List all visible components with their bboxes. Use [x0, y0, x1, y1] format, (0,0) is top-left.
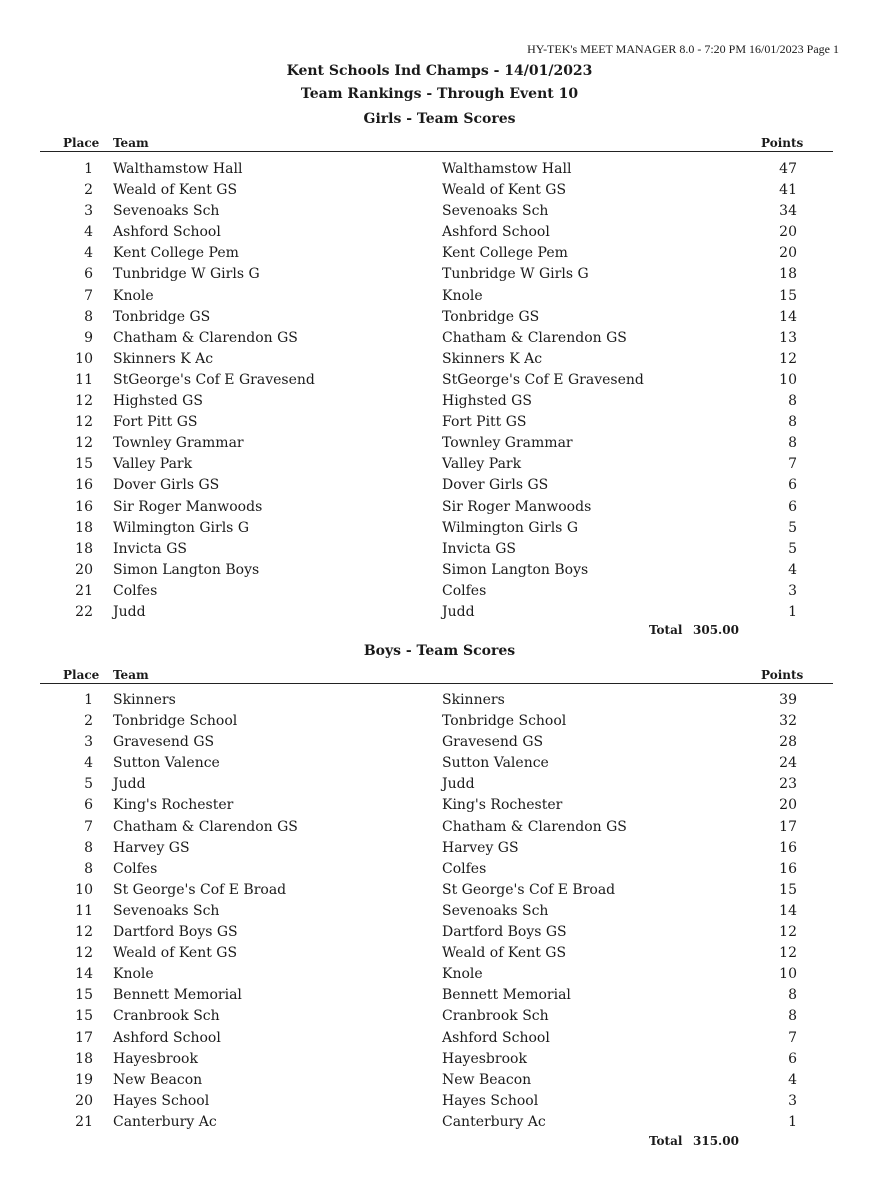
place-cell: 9 — [84, 329, 93, 346]
team-name-cell: Simon Langton Boys — [442, 561, 589, 578]
table-row — [0, 286, 879, 307]
place-cell: 15 — [75, 456, 93, 473]
table-row — [0, 454, 879, 475]
place-cell: 4 — [84, 245, 93, 262]
team-name-cell: Skinners K Ac — [442, 350, 543, 367]
team-cell: Skinners K Ac — [113, 350, 214, 367]
table-row — [0, 1028, 879, 1049]
points-cell: 20 — [779, 797, 797, 814]
place-cell: 10 — [75, 350, 93, 367]
table-row — [0, 518, 879, 539]
header-rule — [40, 683, 833, 684]
place-cell: 8 — [84, 839, 93, 856]
place-cell: 8 — [84, 860, 93, 877]
place-cell: 3 — [84, 203, 93, 220]
points-cell: 8 — [788, 393, 797, 410]
points-cell: 18 — [779, 266, 797, 283]
place-cell: 7 — [84, 818, 93, 835]
table-row — [0, 560, 879, 581]
girls-table — [0, 159, 879, 623]
place-cell: 12 — [75, 414, 93, 431]
boys-total-value: 315.00 — [693, 1134, 739, 1148]
place-cell: 20 — [75, 561, 93, 578]
table-row — [0, 795, 879, 816]
table-row — [0, 349, 879, 370]
table-row — [0, 497, 879, 518]
table-row — [0, 859, 879, 880]
points-cell: 47 — [779, 161, 797, 177]
table-row — [0, 1049, 879, 1070]
table-row — [0, 391, 879, 412]
team-name-cell: Canterbury Ac — [442, 1113, 546, 1130]
table-row — [0, 922, 879, 943]
team-name-cell: Tunbridge W Girls G — [442, 266, 589, 283]
points-header: Points — [761, 668, 804, 682]
place-cell: 4 — [84, 755, 93, 772]
team-name-cell: Dartford Boys GS — [442, 924, 567, 941]
table-row — [0, 732, 879, 753]
table-row — [0, 370, 879, 391]
points-cell: 14 — [779, 902, 797, 919]
team-name-cell: King's Rochester — [442, 797, 563, 814]
place-cell: 11 — [75, 371, 93, 388]
team-name-cell: Knole — [442, 287, 483, 304]
points-cell: 24 — [779, 755, 797, 772]
points-cell: 23 — [779, 776, 797, 793]
team-cell: Harvey GS — [113, 839, 190, 856]
team-name-cell: Valley Park — [442, 456, 522, 473]
team-name-cell: Weald of Kent GS — [442, 945, 567, 962]
place-cell: 5 — [84, 776, 93, 793]
place-header: Place — [63, 668, 100, 682]
place-cell: 16 — [75, 498, 93, 515]
place-cell: 7 — [84, 287, 93, 304]
girls-total-label: Total — [649, 623, 683, 637]
place-cell: 1 — [84, 692, 93, 708]
table-row — [0, 1070, 879, 1091]
team-cell: Weald of Kent GS — [113, 182, 238, 199]
team-name-cell: St George's Cof E Broad — [442, 881, 616, 898]
boys-table — [0, 690, 879, 1133]
table-row — [0, 307, 879, 328]
table-row — [0, 539, 879, 560]
points-cell: 15 — [779, 881, 797, 898]
team-name-cell: Highsted GS — [442, 393, 532, 410]
place-cell: 12 — [75, 924, 93, 941]
team-name-cell: Kent College Pem — [442, 245, 568, 262]
table-row — [0, 201, 879, 222]
points-cell: 16 — [779, 860, 797, 877]
table-row — [0, 581, 879, 602]
points-cell: 6 — [788, 1050, 797, 1067]
report-meta: HY-TEK's MEET MANAGER 8.0 - 7:20 PM 16/01/2023 Page 1 — [527, 42, 839, 56]
table-row — [0, 1091, 879, 1112]
team-cell: Invicta GS — [113, 540, 187, 557]
table-row — [0, 880, 879, 901]
table-row — [0, 901, 879, 922]
team-cell: Knole — [113, 966, 154, 983]
team-name-cell: Harvey GS — [442, 839, 519, 856]
table-row — [0, 159, 879, 180]
team-cell: Dartford Boys GS — [113, 924, 238, 941]
table-row — [0, 690, 879, 711]
place-cell: 17 — [75, 1029, 93, 1046]
table-row — [0, 243, 879, 264]
team-cell: Hayesbrook — [113, 1050, 198, 1067]
team-name-cell: New Beacon — [442, 1071, 532, 1088]
table-row — [0, 475, 879, 496]
points-cell: 5 — [788, 519, 797, 536]
table-row — [0, 602, 879, 623]
points-cell: 10 — [779, 966, 797, 983]
place-cell: 1 — [84, 161, 93, 177]
points-header: Points — [761, 136, 804, 150]
points-cell: 7 — [788, 1029, 797, 1046]
place-cell: 20 — [75, 1092, 93, 1109]
table-row — [0, 838, 879, 859]
team-cell: Sevenoaks Sch — [113, 203, 220, 220]
table-row — [0, 753, 879, 774]
place-cell: 18 — [75, 540, 93, 557]
team-name-cell: Wilmington Girls G — [442, 519, 579, 536]
points-cell: 4 — [788, 1071, 797, 1088]
team-name-cell: Chatham & Clarendon GS — [442, 818, 627, 835]
team-name-cell: Gravesend GS — [442, 734, 544, 751]
team-name-cell: Sutton Valence — [442, 755, 549, 772]
place-cell: 18 — [75, 1050, 93, 1067]
team-name-cell: Colfes — [442, 582, 487, 599]
team-cell: Sutton Valence — [113, 755, 220, 772]
points-cell: 28 — [779, 734, 797, 751]
place-cell: 11 — [75, 902, 93, 919]
table-row — [0, 264, 879, 285]
team-cell: Simon Langton Boys — [113, 561, 260, 578]
team-name-cell: Walthamstow Hall — [442, 161, 572, 177]
points-cell: 8 — [788, 1008, 797, 1025]
place-cell: 12 — [75, 435, 93, 452]
points-cell: 8 — [788, 435, 797, 452]
team-cell: Townley Grammar — [113, 435, 244, 452]
points-cell: 32 — [779, 713, 797, 730]
place-cell: 10 — [75, 881, 93, 898]
team-cell: King's Rochester — [113, 797, 234, 814]
team-cell: New Beacon — [113, 1071, 203, 1088]
team-cell: Sevenoaks Sch — [113, 902, 220, 919]
points-cell: 41 — [779, 182, 797, 199]
report-subtitle: Team Rankings - Through Event 10 — [300, 86, 579, 102]
team-cell: St George's Cof E Broad — [113, 881, 287, 898]
place-cell: 21 — [75, 1113, 93, 1130]
team-cell: Ashford School — [113, 1029, 221, 1046]
table-row — [0, 1006, 879, 1027]
team-cell: Kent College Pem — [113, 245, 239, 262]
points-cell: 7 — [788, 456, 797, 473]
place-cell: 12 — [75, 945, 93, 962]
team-cell: Colfes — [113, 860, 158, 877]
place-cell: 21 — [75, 582, 93, 599]
team-name-cell: Townley Grammar — [442, 435, 573, 452]
points-cell: 15 — [779, 287, 797, 304]
team-cell: Skinners — [113, 692, 176, 708]
place-cell: 19 — [75, 1071, 93, 1088]
team-name-cell: Tonbridge GS — [442, 308, 540, 325]
table-row — [0, 943, 879, 964]
table-row — [0, 711, 879, 732]
team-cell: Canterbury Ac — [113, 1113, 217, 1130]
team-name-cell: Bennett Memorial — [442, 987, 571, 1004]
team-name-cell: Fort Pitt GS — [442, 414, 527, 431]
girls-heading: Girls - Team Scores — [363, 111, 516, 127]
team-name-cell: Dover Girls GS — [442, 477, 549, 494]
team-name-cell: Ashford School — [442, 224, 550, 241]
team-cell: Gravesend GS — [113, 734, 215, 751]
team-cell: StGeorge's Cof E Gravesend — [113, 371, 315, 388]
team-cell: Chatham & Clarendon GS — [113, 818, 298, 835]
place-cell: 16 — [75, 477, 93, 494]
team-cell: Dover Girls GS — [113, 477, 220, 494]
points-cell: 17 — [779, 818, 797, 835]
points-cell: 3 — [788, 582, 797, 599]
table-row — [0, 412, 879, 433]
team-cell: Highsted GS — [113, 393, 203, 410]
place-cell: 14 — [75, 966, 93, 983]
points-cell: 34 — [779, 203, 797, 220]
points-cell: 8 — [788, 414, 797, 431]
team-cell: Cranbrook Sch — [113, 1008, 220, 1025]
points-cell: 12 — [779, 945, 797, 962]
team-name-cell: Knole — [442, 966, 483, 983]
place-cell: 22 — [75, 603, 93, 620]
team-cell: Wilmington Girls G — [113, 519, 250, 536]
points-cell: 8 — [788, 987, 797, 1004]
points-cell: 3 — [788, 1092, 797, 1109]
team-cell: Chatham & Clarendon GS — [113, 329, 298, 346]
points-cell: 10 — [779, 371, 797, 388]
team-cell: Fort Pitt GS — [113, 414, 198, 431]
team-cell: Weald of Kent GS — [113, 945, 238, 962]
points-cell: 20 — [779, 224, 797, 241]
team-cell: Walthamstow Hall — [113, 161, 243, 177]
points-cell: 6 — [788, 477, 797, 494]
girls-total-value: 305.00 — [693, 623, 739, 637]
team-name-cell: Sevenoaks Sch — [442, 203, 549, 220]
team-name-cell: Sir Roger Manwoods — [442, 498, 592, 515]
points-cell: 6 — [788, 498, 797, 515]
table-row — [0, 180, 879, 201]
team-header: Team — [113, 136, 149, 150]
team-name-cell: StGeorge's Cof E Gravesend — [442, 371, 644, 388]
table-row — [0, 774, 879, 795]
team-cell: Tonbridge GS — [113, 308, 211, 325]
team-cell: Sir Roger Manwoods — [113, 498, 263, 515]
place-cell: 12 — [75, 393, 93, 410]
place-cell: 2 — [84, 182, 93, 199]
points-cell: 16 — [779, 839, 797, 856]
table-row — [0, 222, 879, 243]
team-cell: Ashford School — [113, 224, 221, 241]
place-cell: 6 — [84, 797, 93, 814]
meet-title: Kent Schools Ind Champs - 14/01/2023 — [286, 63, 593, 79]
team-cell: Judd — [113, 776, 146, 793]
team-cell: Tunbridge W Girls G — [113, 266, 260, 283]
team-cell: Hayes School — [113, 1092, 210, 1109]
place-cell: 4 — [84, 224, 93, 241]
table-row — [0, 817, 879, 838]
team-name-cell: Weald of Kent GS — [442, 182, 567, 199]
table-row — [0, 964, 879, 985]
table-row — [0, 433, 879, 454]
team-cell: Tonbridge School — [113, 713, 238, 730]
points-cell: 4 — [788, 561, 797, 578]
team-name-cell: Skinners — [442, 692, 505, 708]
points-cell: 12 — [779, 350, 797, 367]
points-cell: 12 — [779, 924, 797, 941]
team-cell: Bennett Memorial — [113, 987, 242, 1004]
points-cell: 13 — [779, 329, 797, 346]
team-name-cell: Judd — [442, 776, 475, 793]
team-name-cell: Colfes — [442, 860, 487, 877]
team-cell: Judd — [113, 603, 146, 620]
points-cell: 39 — [779, 692, 797, 708]
boys-heading: Boys - Team Scores — [363, 643, 516, 659]
points-cell: 14 — [779, 308, 797, 325]
place-cell: 3 — [84, 734, 93, 751]
team-header: Team — [113, 668, 149, 682]
table-row — [0, 1112, 879, 1133]
table-row — [0, 985, 879, 1006]
boys-total-label: Total — [649, 1134, 683, 1148]
team-cell: Colfes — [113, 582, 158, 599]
place-cell: 15 — [75, 987, 93, 1004]
header-rule — [40, 151, 833, 152]
team-name-cell: Hayesbrook — [442, 1050, 527, 1067]
place-header: Place — [63, 136, 100, 150]
place-cell: 15 — [75, 1008, 93, 1025]
team-cell: Knole — [113, 287, 154, 304]
points-cell: 1 — [788, 603, 797, 620]
place-cell: 18 — [75, 519, 93, 536]
team-name-cell: Invicta GS — [442, 540, 516, 557]
team-name-cell: Tonbridge School — [442, 713, 567, 730]
place-cell: 6 — [84, 266, 93, 283]
team-name-cell: Hayes School — [442, 1092, 539, 1109]
team-name-cell: Judd — [442, 603, 475, 620]
place-cell: 2 — [84, 713, 93, 730]
place-cell: 8 — [84, 308, 93, 325]
table-row — [0, 328, 879, 349]
points-cell: 1 — [788, 1113, 797, 1130]
points-cell: 20 — [779, 245, 797, 262]
team-name-cell: Chatham & Clarendon GS — [442, 329, 627, 346]
points-cell: 5 — [788, 540, 797, 557]
team-cell: Valley Park — [113, 456, 193, 473]
team-name-cell: Sevenoaks Sch — [442, 902, 549, 919]
team-name-cell: Ashford School — [442, 1029, 550, 1046]
team-name-cell: Cranbrook Sch — [442, 1008, 549, 1025]
